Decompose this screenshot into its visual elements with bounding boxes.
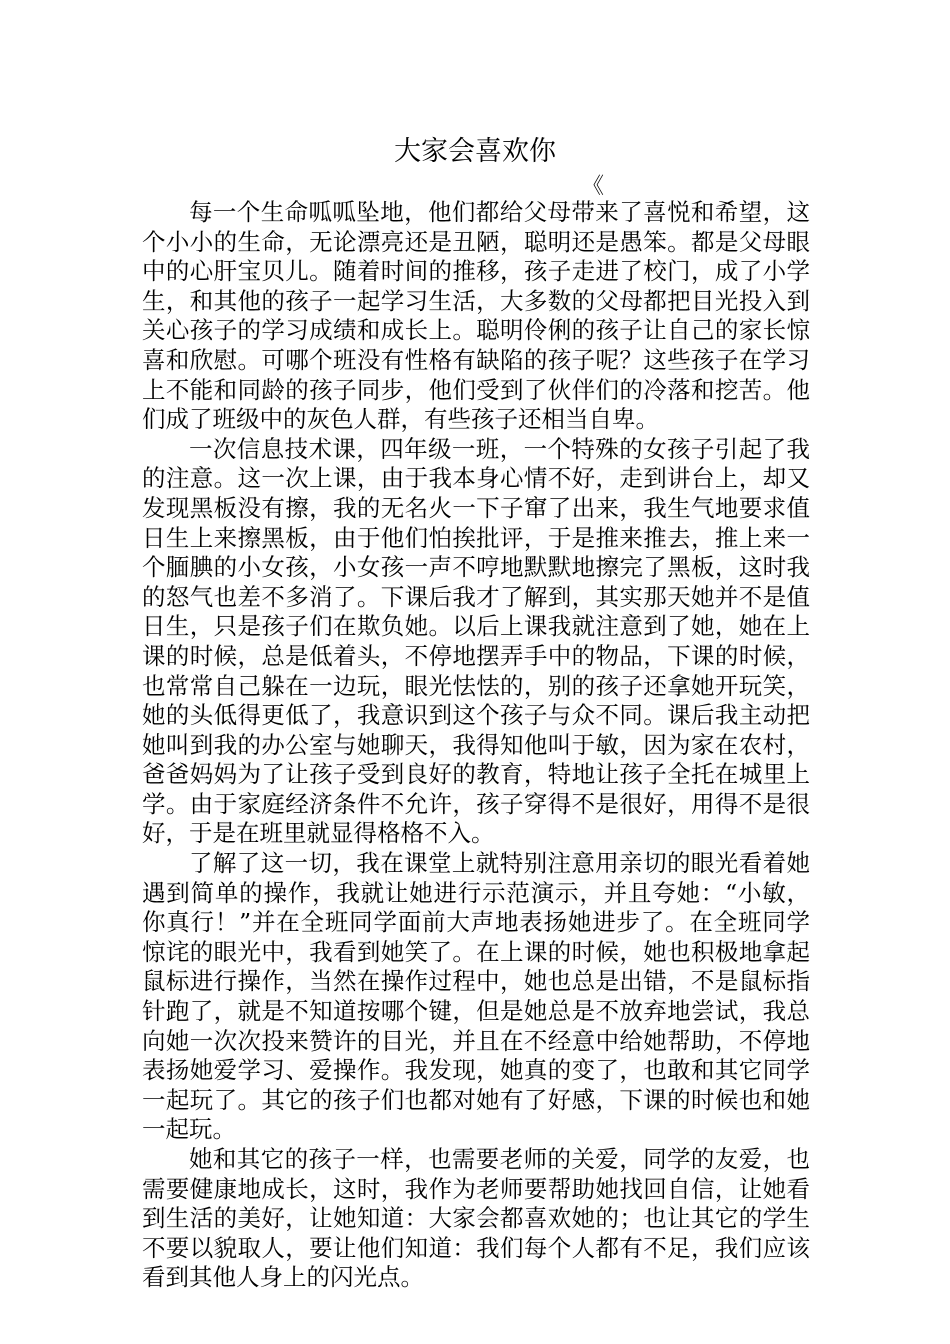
- title-mark: 《: [582, 174, 605, 199]
- document-title: 大家会喜欢你: [394, 136, 556, 167]
- paragraph-4: 她和其它的孩子一样，也需要老师的关爱，同学的友爱，也需要健康地成长，这时，我作为老师要帮助她找回自信，让她看到生活的美好，让她知道：大家会都喜欢她的；也让其它的学生不要以貌取人，要让他们知道：我们每个人都有不足，我们应该看到其他人身上的闪光点。: [142, 1145, 810, 1292]
- paragraph-3: 了解了这一切，我在课堂上就特别注意用亲切的眼光看着她遇到简单的操作，我就让她进行示范演示，并且夸她：“小敏，你真行！”并在全班同学面前大声地表扬她进步了。在全班同学惊诧的眼光中，我看到她笑了。在上课的时候，她也积极地拿起鼠标进行操作，当然在操作过程中，她也总是出错，不是鼠标指针跑了，就是不知道按哪个键，但是她总是不放弃地尝试，我总向她一次次投来赞许的目光，并且在不经意中给她帮助，不停地表扬她爱学习、爱操作。我发现，她真的变了，也敢和其它同学一起玩了。其它的孩子们也都对她有了好感，下课的时候也和她一起玩。: [142, 849, 810, 1144]
- paragraph-2: 一次信息技术课，四年级一班，一个特殊的女孩子引起了我的注意。这一次上课，由于我本身心情不好，走到讲台上，却又发现黑板没有擦，我的无名火一下子窜了出来，我生气地要求值日生上来擦黑板，由于他们怕挨批评，于是推来推去，推上来一个腼腆的小女孩，小女孩一声不哼地默默地擦完了黑板，这时我的怒气也差不多消了。下课后我才了解到，其实那天她并不是值日生，只是孩子们在欺负她。以后上课我就注意到了她，她在上课的时候，总是低着头，不停地摆弄手中的物品，下课的时候，也常常自己躲在一边玩，眼光怯怯的，别的孩子还拿她开玩笑，她的头低得更低了，我意识到这个孩子与众不同。课后我主动把她叫到我的办公室与她聊天，我得知他叫于敏，因为家在农村，爸爸妈妈为了让孩子受到良好的教育，特地让孩子全托在城里上学。由于家庭经济条件不允许，孩子穿得不是很好，用得不是很好，于是在班里就显得格格不入。: [142, 434, 810, 848]
- document-body: [142, 198, 810, 1293]
- paragraph-1: 每一个生命呱呱坠地，他们都给父母带来了喜悦和希望，这个小小的生命，无论漂亮还是丑陋，聪明还是愚笨。都是父母眼中的心肝宝贝儿。随着时间的推移，孩子走进了校门，成了小学生，和其他的孩子一起学习生活，大多数的父母都把目光投入到关心孩子的学习成绩和成长上。聪明伶俐的孩子让自己的家长惊喜和欣慰。可哪个班没有性格有缺陷的孩子呢？这些孩子在学习上不能和同龄的孩子同步，他们受到了伙伴们的冷落和挖苦。他们成了班级中的灰色人群，有些孩子还相当自卑。: [142, 198, 810, 434]
